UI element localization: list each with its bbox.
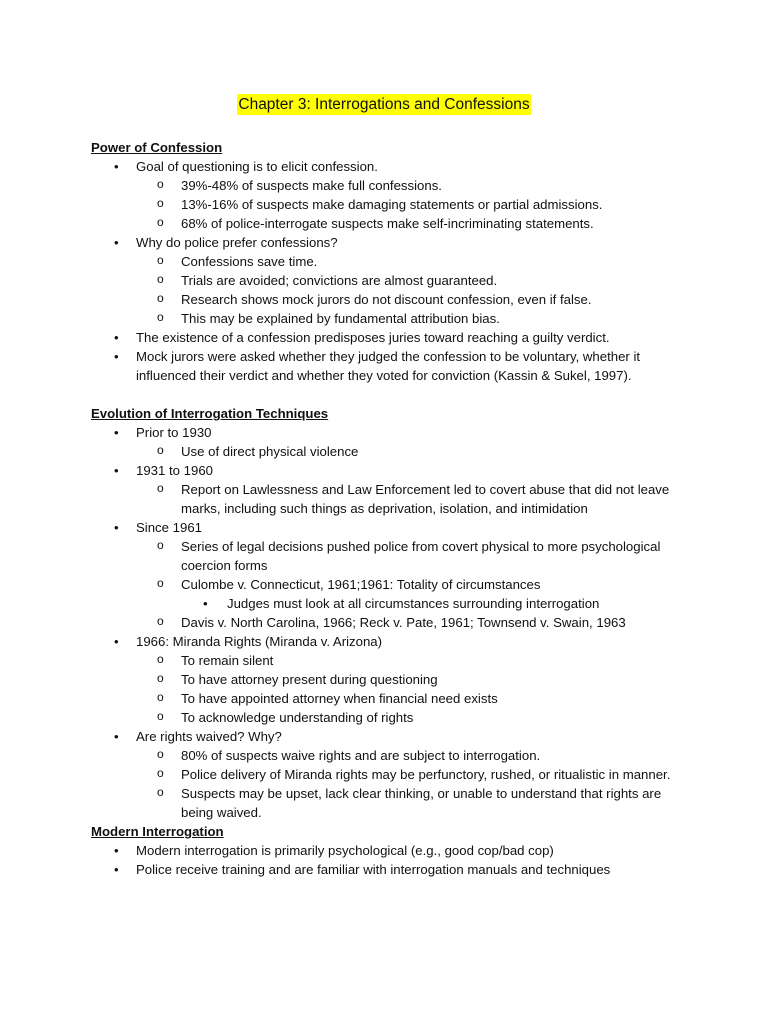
circle-bullet-icon: o — [157, 652, 164, 666]
circle-bullet-icon: o — [157, 576, 164, 590]
sub-list-item: o Culombe v. Connecticut, 1961;1961: Totality of circumstances — [157, 576, 541, 592]
sub-list-item: o Suspects may be upset, lack clear thinking, or unable to understand that rights are being waived. — [157, 785, 662, 820]
sub-list-item: o 80% of suspects waive rights and are subject to interrogation. — [157, 747, 541, 763]
sub-list-item: o Police delivery of Miranda rights may be perfunctory, rushed, or ritualistic in manner. — [157, 766, 671, 782]
list-item: • Mock jurors were asked whether they judged the confession to be voluntary, whether it influenced their verdict and whether they voted for conviction (Kassin & Sukel, 1997). — [114, 349, 641, 383]
bullet-icon: • — [114, 349, 119, 364]
circle-bullet-icon: o — [157, 538, 164, 552]
sub-list-item: o To have attorney present during questioning — [157, 671, 438, 687]
circle-bullet-icon: o — [157, 215, 164, 229]
sub-list-item: o Davis v. North Carolina, 1966; Reck v. Pate, 1961; Townsend v. Swain, 1963 — [157, 614, 626, 630]
bullet-icon: • — [114, 425, 119, 440]
sub-list-item: o Research shows mock jurors do not discount confession, even if false. — [157, 291, 592, 307]
sub-list-item: o Confessions save time. — [157, 253, 318, 269]
list-item: • Prior to 1930 — [114, 425, 212, 440]
bullet-list — [91, 157, 691, 385]
circle-bullet-icon: o — [157, 443, 164, 457]
bullet-icon: • — [114, 843, 119, 858]
circle-bullet-icon: o — [157, 177, 164, 191]
circle-bullet-icon: o — [157, 253, 164, 267]
list-item: • 1966: Miranda Rights (Miranda v. Arizona) — [114, 634, 383, 649]
circle-bullet-icon: o — [157, 690, 164, 704]
bullet-icon: • — [114, 520, 119, 535]
sub-list-item: o Trials are avoided; convictions are almost guaranteed. — [157, 272, 498, 288]
circle-bullet-icon: o — [157, 747, 164, 761]
bullet-icon: • — [114, 634, 119, 649]
circle-bullet-icon: o — [157, 709, 164, 723]
circle-bullet-icon: o — [157, 291, 164, 305]
sub-list-item: o This may be explained by fundamental attribution bias. — [157, 310, 500, 326]
sub-list-item: o To acknowledge understanding of rights — [157, 709, 414, 725]
title-row — [0, 94, 768, 115]
section-heading: Modern Interrogation — [91, 824, 224, 839]
list-item: • The existence of a confession predisposes juries toward reaching a guilty verdict. — [114, 330, 610, 345]
chapter-title: Chapter 3: Interrogations and Confessions — [238, 96, 530, 113]
circle-bullet-icon: o — [157, 481, 164, 495]
list-item: • Modern interrogation is primarily psychological (e.g., good cop/bad cop) — [114, 843, 554, 858]
bullet-icon: • — [114, 729, 119, 744]
section-heading: Power of Confession — [91, 140, 223, 155]
sub-list-item: o Series of legal decisions pushed police from covert physical to more psychological coercion forms — [157, 538, 661, 573]
sub-list-item: o 39%-48% of suspects make full confessions. — [157, 177, 442, 193]
sub-list-item: o 68% of police-interrogate suspects make self-incriminating statements. — [157, 215, 594, 231]
section-evolution-of-interrogation — [91, 404, 691, 822]
sub-list-item: o Report on Lawlessness and Law Enforcement led to covert abuse that did not leave marks, including such things as deprivation, isolation, and intimidation — [157, 481, 670, 516]
section-modern-interrogation — [91, 822, 691, 879]
bullet-icon: • — [114, 862, 119, 877]
section-heading: Evolution of Interrogation Techniques — [91, 406, 329, 421]
sub-list-item: o To have appointed attorney when financial need exists — [157, 690, 498, 706]
sub-list-item: o To remain silent — [157, 652, 274, 668]
circle-bullet-icon: o — [157, 766, 164, 780]
spacer — [91, 385, 691, 404]
list-item: • Goal of questioning is to elicit confession. — [114, 159, 378, 174]
list-item: • 1931 to 1960 — [114, 463, 214, 478]
bullet-icon: • — [114, 463, 119, 478]
list-item: • Why do police prefer confessions? — [114, 235, 338, 250]
bullet-list — [91, 423, 691, 822]
bullet-icon: • — [114, 330, 119, 345]
section-power-of-confession — [91, 138, 691, 385]
sub-sub-list-item: • Judges must look at all circumstances surrounding interrogation — [203, 596, 600, 611]
circle-bullet-icon: o — [157, 614, 164, 628]
list-item: • Since 1961 — [114, 520, 202, 535]
bullet-list — [91, 841, 691, 879]
circle-bullet-icon: o — [157, 785, 164, 799]
bullet-icon: • — [114, 159, 119, 174]
circle-bullet-icon: o — [157, 671, 164, 685]
circle-bullet-icon: o — [157, 272, 164, 286]
bullet-icon: • — [114, 235, 119, 250]
circle-bullet-icon: o — [157, 310, 164, 324]
document-body — [91, 138, 691, 879]
list-item: • Police receive training and are familiar with interrogation manuals and techniques — [114, 862, 611, 877]
circle-bullet-icon: o — [157, 196, 164, 210]
bullet-icon: • — [203, 596, 208, 611]
sub-list-item: o 13%-16% of suspects make damaging statements or partial admissions. — [157, 196, 603, 212]
sub-list-item: o Use of direct physical violence — [157, 443, 359, 459]
list-item: • Are rights waived? Why? — [114, 729, 282, 744]
